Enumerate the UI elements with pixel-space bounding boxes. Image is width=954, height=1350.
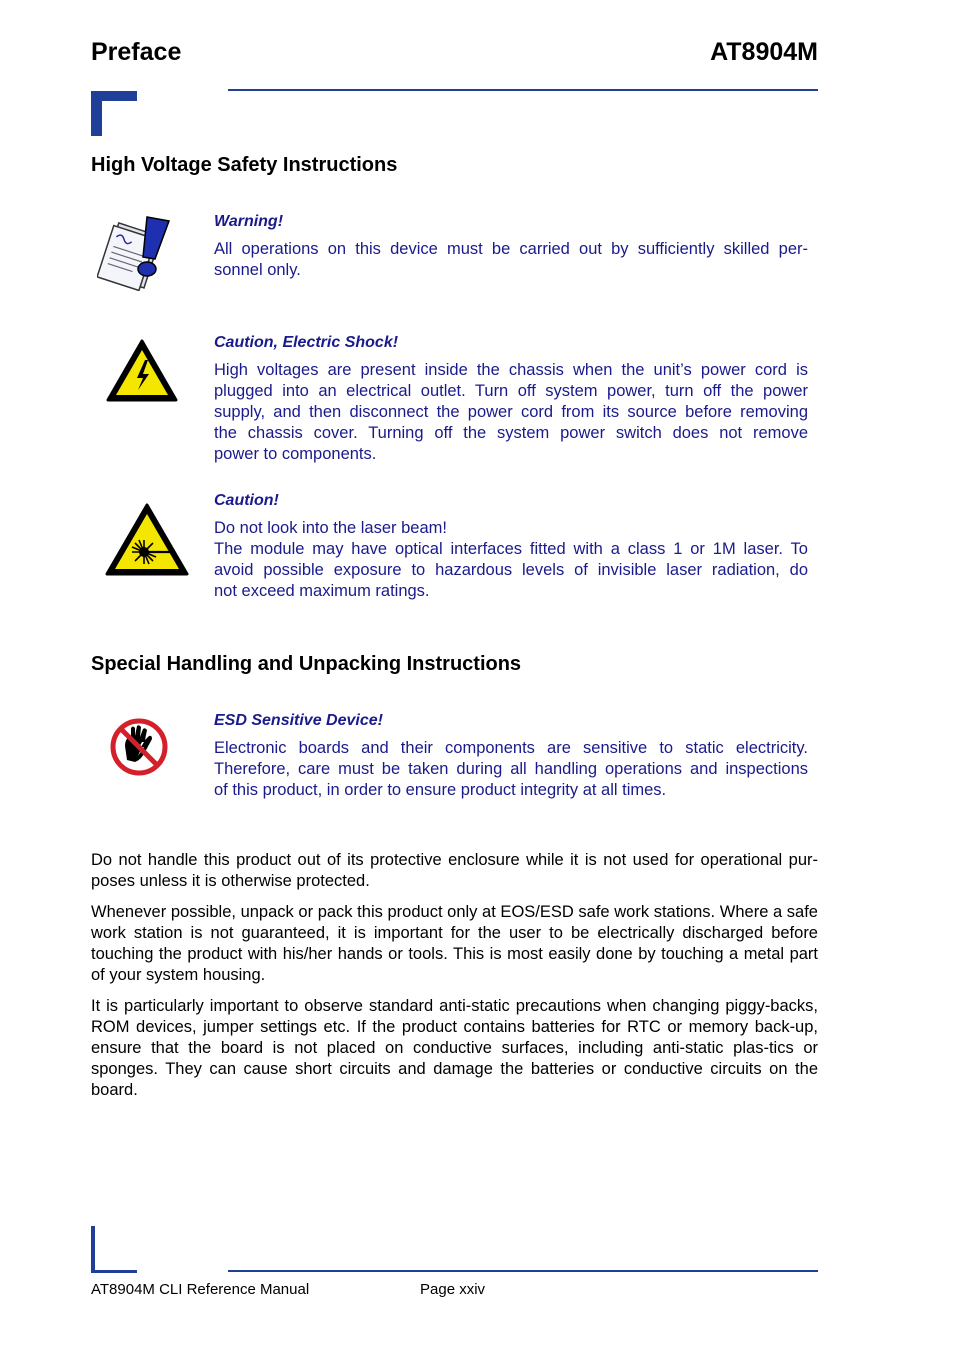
electric-shock-icon	[105, 338, 179, 404]
note-line: Do not look into the laser beam!	[214, 519, 447, 537]
page-header-product: AT8904M	[710, 38, 818, 66]
electric-shock-note	[214, 334, 808, 465]
esd-prohibited-icon	[109, 716, 169, 778]
note-line: High voltages are present inside the chassis when the unit’s power cord is	[214, 361, 808, 379]
note-line: supply, and then disconnect the power cord from its source before removing	[214, 403, 808, 421]
note-line: the chassis cover. Turning off the system power switch does not remove	[214, 424, 808, 442]
note-line: of this product, in order to ensure product integrity at all times.	[214, 781, 667, 799]
body-paragraph: It is particularly important to observe standard anti-static precautions when changing piggy-backs, ROM devices, jumper settings etc. If the product contains batteries for RTC or memory back-up, ensure that the board is not placed on conductive surfaces, including anti-static plas-tics or sponges. They can cause short circuits and damage the batteries or conductive circuits on the board.	[91, 997, 818, 1099]
footer-manual-title: AT8904M CLI Reference Manual	[91, 1281, 310, 1298]
section-heading-handling: Special Handling and Unpacking Instructions	[91, 653, 522, 675]
esd-note-title: ESD Sensitive Device!	[214, 712, 383, 729]
note-line: The module may have optical interfaces fitted with a class 1 or 1M laser. To	[214, 540, 808, 558]
page-header-section: Preface	[91, 38, 182, 66]
note-line: plugged into an electrical outlet. Turn off system power, turn off the power	[214, 382, 808, 400]
handling-body	[91, 850, 818, 1111]
warning-note-body	[214, 239, 808, 281]
laser-note	[214, 492, 808, 602]
body-paragraph: Do not handle this product out of its protective enclosure while it is not used for operational pur-poses unless it is otherwise protected.	[91, 851, 818, 890]
esd-note-body	[214, 738, 808, 801]
warning-note	[214, 213, 808, 281]
warning-document-icon	[97, 213, 177, 291]
warning-note-title: Warning!	[214, 213, 284, 230]
electric-shock-note-title: Caution, Electric Shock!	[214, 334, 399, 351]
body-paragraph: Whenever possible, unpack or pack this product only at EOS/ESD safe work stations. Where a safe work station is not guaranteed, it is important for the user to be electrically discharged before touching the product with his/her hands or tools. This is most easily done by touching a metal part of your system housing.	[91, 903, 818, 984]
note-line: power to components.	[214, 445, 377, 463]
esd-note	[214, 712, 808, 801]
corner-mark-bottom-base	[91, 1270, 137, 1273]
corner-mark-top	[91, 91, 137, 136]
note-line: Therefore, care must be taken during all handling operations and inspections	[214, 760, 808, 778]
note-line: avoid possible exposure to hazardous levels of invisible laser radiation, do	[214, 561, 808, 579]
laser-note-title: Caution!	[214, 492, 279, 509]
note-line: not exceed maximum ratings.	[214, 582, 430, 600]
laser-warning-icon	[104, 502, 190, 578]
section-heading-high-voltage: High Voltage Safety Instructions	[91, 154, 398, 176]
note-line: Electronic boards and their components are sensitive to static electricity.	[214, 739, 808, 757]
note-line: All operations on this device must be carried out by sufficiently skilled per-	[214, 240, 808, 258]
footer-page-number: Page xxiv	[420, 1281, 486, 1298]
header-rule	[228, 89, 818, 91]
electric-shock-note-body	[214, 360, 808, 465]
corner-mark-bottom	[91, 1226, 95, 1272]
footer-rule	[228, 1270, 818, 1272]
note-line: sonnel only.	[214, 261, 301, 279]
laser-note-body	[214, 518, 808, 602]
